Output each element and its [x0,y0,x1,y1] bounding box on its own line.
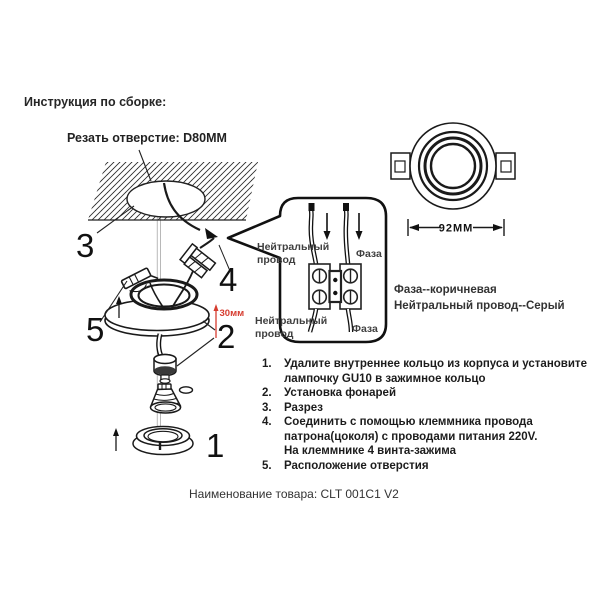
product-name: Наименование товара: CLT 001C1 V2 [189,487,399,501]
list-item [258,459,590,474]
wire-color-note [394,283,565,314]
list-item [258,415,590,459]
gu10-lamp [151,384,181,413]
wire-color-note-line1: Фаза--коричневая [394,284,497,296]
list-item-text: Соединить с помощью клеммника провода патрона(цоколя) с проводами питания 220V. На клеммнике 4 винта-зажима [284,416,538,457]
list-item-number: 5. [262,459,272,472]
list-item-number: 3. [262,401,272,414]
part-number-2: 2 [217,318,236,355]
part-number-1: 1 [206,427,225,464]
list-item [258,401,590,416]
clamp-ring [133,427,193,455]
part-number-5: 5 [86,311,105,348]
label-phase-bottom: Фаза [352,323,378,335]
label-neutral-bottom: Нейтральный провод [255,315,328,340]
instructions-list [258,357,590,473]
page-title: Инструкция по сборке: [24,95,167,109]
cut-hole-note: Резать отверстие: D80MM [67,131,227,145]
list-item-number: 4. [262,416,272,428]
list-item-text: Разрез [284,401,323,414]
list-item-number: 1. [262,358,272,370]
depth-dimension-label: 30мм [219,308,245,319]
wire-arrowhead [205,228,218,239]
lamp-connector [179,244,216,279]
washer [180,387,193,393]
diameter-dimension-label: 92MM [438,222,474,235]
part-number-4: 4 [219,261,238,298]
socket-wire [159,334,161,356]
fixture-top-view [391,123,515,209]
list-item-number: 2. [262,387,272,399]
list-item-text: Расположение отверстия [284,459,429,472]
label-phase-top: Фаза [356,248,382,260]
wire-color-note-line2: Нейтральный провод--Серый [394,299,565,312]
list-item [258,357,590,386]
list-item [258,386,590,401]
dimension-92mm [408,219,504,236]
ceiling-panel [88,162,258,220]
cutout-hole [127,181,205,217]
part-number-3: 3 [76,227,95,264]
list-item-text: Удалите внутреннее кольцо из корпуса и установите лампочку GU10 в зажимное кольцо [284,358,587,385]
leader-line-2b [177,338,214,366]
label-neutral-top: Нейтральный провод [257,241,330,266]
list-item-text: Установка фонарей [284,387,397,399]
insert-arrow-ring [113,428,119,451]
